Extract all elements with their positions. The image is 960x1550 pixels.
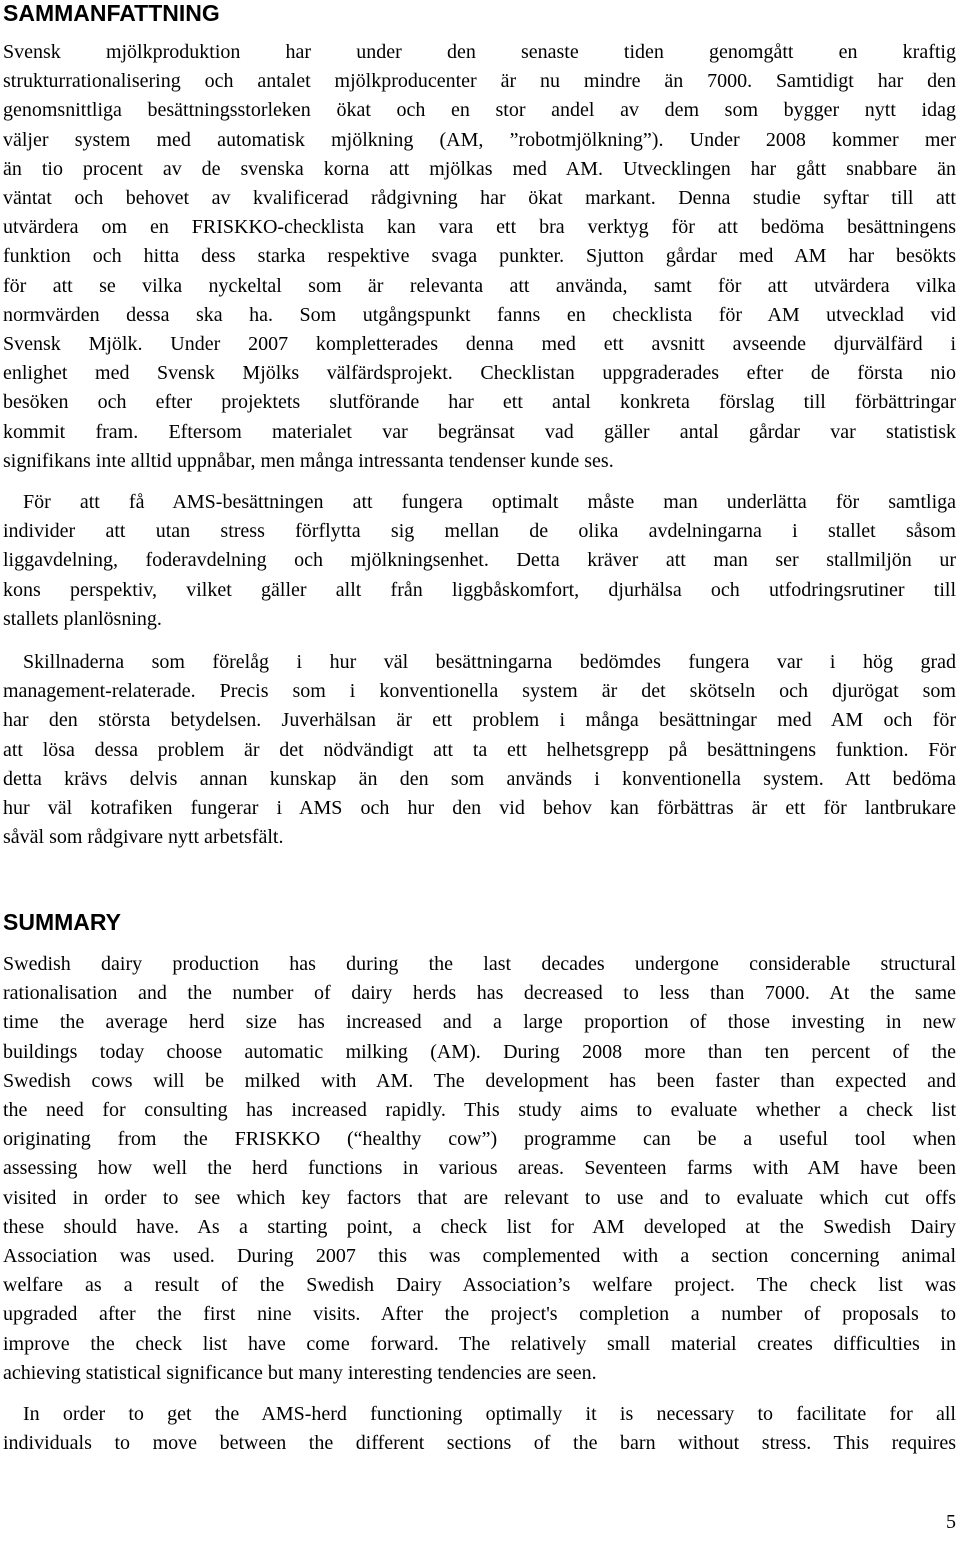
text-line: visited in order to see which key factors that are relevant to use and to evaluate which cut offs [3,1186,956,1209]
text-line: stallets planlösning. [3,607,162,630]
english-paragraph-2 [3,1400,956,1458]
text-line: In order to get the AMS-herd functioning optimally it is necessary to facilitate for all [23,1403,956,1425]
text-line: hur väl kotrafiken fungerar i AMS och hur den vid behov kan förbättras är ett för lantbrukare [3,797,956,820]
swedish-paragraph-1 [3,38,956,476]
text-line: kommit fram. Eftersom materialet var begränsat vad gäller antal gårdar var statistisk [3,420,956,443]
text-line: Swedish cows will be milked with AM. The development has been faster than expected and [3,1069,956,1092]
swedish-summary-heading: SAMMANFATTNING [3,0,220,26]
text-line: besöken och efter projektets slutförande har ett antal konkreta förslag till förbättringar [3,391,956,414]
text-line: Svensk Mjölk. Under 2007 kompletterades denna med ett avsnitt avseende djurvälfärd i [3,333,956,356]
english-paragraph-1 [3,950,956,1388]
text-line: signifikans inte alltid uppnåbar, men många intressanta tendenser kunde ses. [3,449,614,472]
text-line: att lösa dessa problem är det nödvändigt att ta ett helhetsgrepp på besättningens funktion. För [3,738,956,761]
text-line: För att få AMS-besättningen att fungera optimalt måste man underlätta för samtliga [23,491,956,513]
text-line: time the average herd size has increased and a large proportion of those investing in new [3,1011,956,1034]
text-line: funktion och hitta dess starka respektive svaga punkter. Sjutton gårdar med AM har besökts [3,245,956,268]
text-line: kons perspektiv, vilket gäller allt från liggbåskomfort, djurhälsa och utfodringsrutiner till [3,578,956,601]
text-line: för att se vilka nyckeltal som är relevanta att använda, samt för att utvärdera vilka [3,274,956,297]
text-line: buildings today choose automatic milking (AM). During 2008 more than ten percent of the [3,1040,956,1063]
text-line: såväl som rådgivare nytt arbetsfält. [3,826,284,849]
text-line: Association was used. During 2007 this was complemented with a section concerning animal [3,1245,956,1268]
text-line: management-relaterade. Precis som i konventionella system är det skötseln och djurögat som [3,680,956,703]
text-line: har den största betydelsen. Juverhälsan är ett problem i många besättningar med AM och för [3,709,956,732]
text-line: welfare as a result of the Swedish Dairy Association’s welfare project. The check list was [3,1274,956,1297]
text-line: the need for consulting has increased rapidly. This study aims to evaluate whether a check list [3,1099,956,1122]
text-line: strukturrationalisering och antalet mjölkproducenter är nu mindre än 7000. Samtidigt har den [3,70,956,93]
text-line: improve the check list have come forward. The relatively small material creates difficulties in [3,1332,956,1355]
text-line: enlighet med Svensk Mjölks välfärdsprojekt. Checklistan uppgraderades efter de första nio [3,362,956,385]
text-line: these should have. As a starting point, a check list for AM developed at the Swedish Dairy [3,1215,956,1238]
text-line: genomsnittliga besättningsstorleken ökat och en stor andel av dem som bygger nytt idag [3,99,956,122]
text-line: detta krävs delvis annan kunskap än den som används i konventionella system. Att bedöma [3,767,956,790]
text-line: Skillnaderna som förelåg i hur väl besättningarna bedömdes fungera var i hög grad [23,651,956,673]
text-line: väljer system med automatisk mjölkning (AM, ”robotmjölkning”). Under 2008 kommer mer [3,128,956,151]
text-line: än tio procent av de svenska korna att mjölkas med AM. Utvecklingen har gått snabbare än [3,157,956,180]
english-summary-heading: SUMMARY [3,909,121,935]
page-number: 5 [946,1511,956,1533]
text-line: upgraded after the first nine visits. After the project's completion a number of proposals to [3,1303,956,1326]
text-line: normvärden dessa ska ha. Som utgångspunkt fanns en checklista för AM utvecklad vid [3,303,956,326]
swedish-paragraph-3 [3,648,956,852]
text-line: liggavdelning, foderavdelning och mjölkningsenhet. Detta kräver att man ser stallmiljön ur [3,549,956,572]
text-line: Svensk mjölkproduktion har under den senaste tiden genomgått en kraftig [3,41,956,63]
swedish-paragraph-2 [3,488,956,634]
text-line: väntat och behovet av kvalificerad rådgivning har ökat markant. Denna studie syftar till att [3,187,956,210]
text-line: achieving statistical significance but many interesting tendencies are seen. [3,1361,597,1384]
text-line: individuals to move between the different sections of the barn without stress. This requires [3,1432,956,1455]
text-line: rationalisation and the number of dairy herds has decreased to less than 7000. At the same [3,982,956,1005]
text-line: originating from the FRISKKO (“healthy cow”) programme can be a useful tool when [3,1128,956,1151]
text-line: individer att utan stress förflytta sig mellan de olika avdelningarna i stallet såsom [3,520,956,543]
text-line: Swedish dairy production has during the last decades undergone considerable structural [3,953,956,975]
text-line: utvärdera om en FRISKKO-checklista kan vara ett bra verktyg för att bedöma besättningens [3,216,956,239]
text-line: assessing how well the herd functions in various areas. Seventeen farms with AM have been [3,1157,956,1180]
